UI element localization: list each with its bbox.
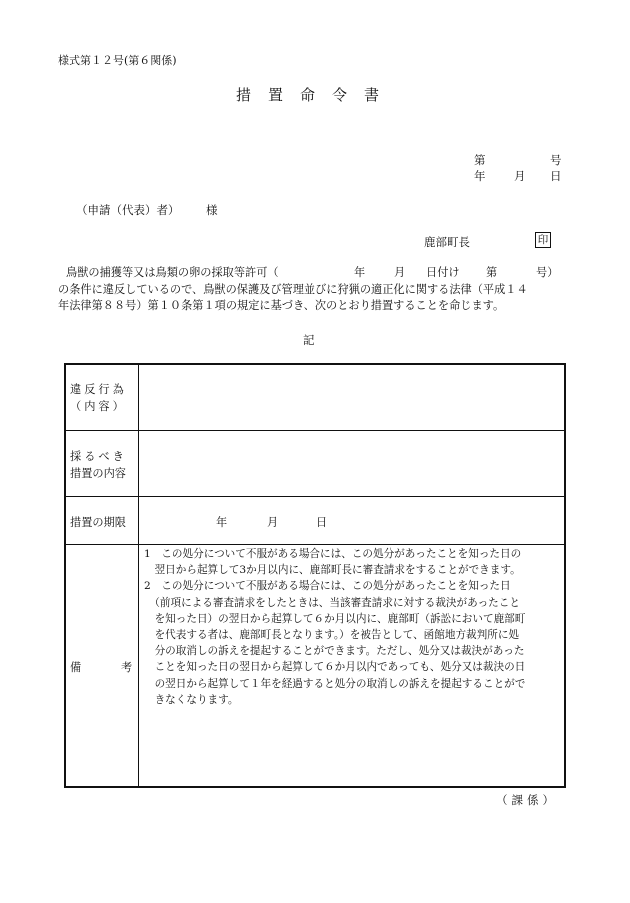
- remarks-line: の翌日から起算して１年を経過すると処分の取消しの訴えを提起することがで: [144, 677, 526, 690]
- permit-no-suffix: 号）: [536, 266, 559, 279]
- deadline-day: 日: [316, 516, 328, 529]
- deadline-content: [139, 497, 564, 544]
- remarks-line: きなくなります。: [144, 693, 239, 706]
- permit-dated: 日付け: [426, 266, 460, 279]
- permit-year: 年: [354, 266, 366, 279]
- measure-label-line2: 措置の内容: [70, 467, 126, 480]
- doc-number-prefix: 第: [474, 153, 486, 167]
- measure-content: [139, 431, 564, 496]
- deadline-month: 月: [267, 516, 279, 529]
- doc-date-day: 日: [550, 169, 562, 183]
- department-footer: （課係）: [496, 793, 558, 807]
- measure-label: [66, 431, 139, 496]
- measure-label-line1: 採るべき: [70, 450, 127, 463]
- doc-date-year: 年: [474, 169, 486, 183]
- violation-row: [66, 365, 564, 431]
- remarks-line: ことを知った日の翌日から起算して６か月以内であっても、処分又は裁決の日: [144, 661, 526, 674]
- permit-open: 鳥獣の捕獲等又は鳥類の卵の採取等許可（: [66, 266, 279, 279]
- remarks-line: を代表する者は、鹿部町長となります。）を被告として、函館地方裁判所に処: [144, 629, 520, 642]
- remarks-line: （前項による審査請求をしたときは、当該審査請求に対する裁決があったこと: [144, 596, 520, 609]
- deadline-label-text: 措置の期限: [70, 516, 126, 529]
- remarks-line: 1 この処分について不服がある場合には、この処分があったことを知った日の: [144, 548, 522, 560]
- remarks-label-line1: 備: [70, 661, 82, 674]
- doc-date-month: 月: [514, 169, 526, 183]
- permit-month: 月: [394, 266, 406, 279]
- violation-label: [66, 365, 139, 430]
- body-line-3: 年法律第８８号）第１０条第１項の規定に基づき、次のとおり措置することを命じます。: [58, 299, 505, 312]
- measure-row: [66, 431, 564, 497]
- remarks-label: [66, 545, 139, 788]
- remarks-notes: [144, 546, 525, 708]
- permit-line: [58, 265, 578, 282]
- doc-number-suffix: 号: [550, 153, 562, 167]
- issuer: [424, 234, 470, 250]
- remarks-content: [139, 545, 564, 788]
- violation-label-line1: 違反行為: [70, 383, 127, 396]
- ki-heading: 記: [303, 333, 315, 347]
- remarks-line: 翌日から起算して3か月以内に、鹿部町長に審査請求をすることができます。: [144, 564, 521, 577]
- remarks-row: [66, 545, 564, 788]
- order-table: [64, 363, 566, 788]
- remarks-label-line2: 考: [121, 661, 133, 674]
- issuer-name: 鹿部町長: [424, 235, 470, 249]
- violation-label-line2: （内容）: [70, 400, 127, 413]
- remarks-line: 2 この処分について不服がある場合には、この処分があったことを知った日: [144, 580, 511, 593]
- form-number: 様式第１２号(第６関係): [58, 54, 177, 67]
- seal-mark: 印: [535, 232, 551, 248]
- remarks-line: を知った日）の翌日から起算して６か月以内に、鹿部町（訴訟において鹿部町: [144, 612, 526, 625]
- permit-no-prefix: 第: [486, 266, 498, 279]
- deadline-year: 年: [216, 516, 228, 529]
- order-body: [58, 265, 578, 315]
- remarks-line: 分の取消しの訴えを提起することができます。ただし、処分又は裁決があった: [144, 645, 525, 658]
- body-line-2: の条件に違反しているので、鳥獣の保護及び管理並びに狩猟の適正化に関する法律（平成１４: [58, 282, 528, 296]
- document-title: 措置命令書: [236, 86, 397, 104]
- deadline-row: [66, 497, 564, 545]
- deadline-label: [66, 497, 139, 544]
- addressee-label: （申請（代表）者）: [76, 203, 180, 217]
- addressee: [76, 202, 218, 218]
- violation-content: [139, 365, 564, 430]
- addressee-honorific: 様: [206, 203, 218, 217]
